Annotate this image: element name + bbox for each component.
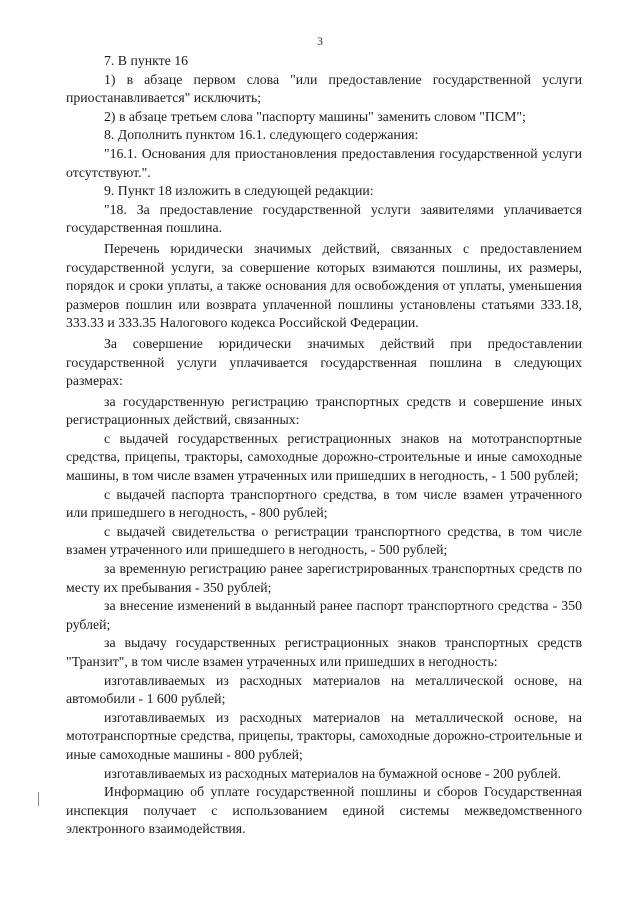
paragraph: изготавливаемых из расходных материалов на бумажной основе - 200 рублей. [104, 765, 562, 781]
paragraph: "18. За предоставление государственной услуги заявителями уплачивается государственная пошлина. [66, 201, 582, 236]
document-body [66, 52, 582, 839]
paragraph: с выдачей свидетельства о регистрации транспортного средства, в том числе взамен утраченного или пришедшего в негодность, - 500 рублей; [66, 523, 582, 558]
paragraph: 2) в абзаце третьем слова "паспорту машины" заменить словом "ПСМ"; [104, 108, 526, 124]
page-number: 3 [317, 34, 323, 48]
margin-scan-mark [38, 792, 39, 806]
paragraph: с выдачей паспорта транспортного средства, в том числе взамен утраченного или пришедшего в негодность, - 800 рублей; [66, 486, 582, 521]
paragraph: за временную регистрацию ранее зарегистрированных транспортных средств по месту их пребывания - 350 рублей; [66, 561, 582, 595]
paragraph: 8. Дополнить пунктом 16.1. следующего содержания: [104, 127, 419, 143]
paragraph: За совершение юридически значимых действий при предоставлении государственной услуги уплачивается государственная пошлина в следующих размерах: [66, 335, 582, 389]
paragraph: "16.1. Основания для приостановления предоставления государственной услуги отсутствуют.". [66, 145, 582, 180]
paragraph: изготавливаемых из расходных материалов на металлической основе, на мототранспортные средства, прицепы, тракторы, самоходные дорожно-строительные и иные самоходные машины - 800 рублей; [66, 709, 582, 762]
paragraph: Перечень юридически значимых действий, связанных с предоставлением государственной услуги, за совершение которых взимаются пошлины, их размеры, порядок и сроки уплаты, а также основания для освобождения от уплаты, уменьшения размеров пошлин или возврата уплаченной пошлины установлены статьями 333.18, 333.33 и 333.35 Налогового кодекса Российской Федерации. [66, 240, 582, 331]
paragraph: изготавливаемых из расходных материалов на металлической основе, на автомобили - 1 600 рублей; [66, 672, 582, 707]
paragraph: с выдачей государственных регистрационных знаков на мототранспортные средства, прицепы, тракторы, самоходные дорожно-строительные и иные самоходные машины, в том числе взамен утраченных или пришедших в негодность, - 1 500 рублей; [66, 430, 582, 484]
paragraph: за выдачу государственных регистрационных знаков транспортных средств "Транзит", в том числе взамен утраченных или пришедших в негодность: [66, 635, 582, 669]
paragraph: за внесение изменений в выданный ранее паспорт транспортного средства - 350 рублей; [66, 598, 582, 632]
paragraph: 7. В пункте 16 [104, 53, 189, 68]
paragraph: 1) в абзаце первом слова "или предоставление государственной услуги приостанавливается" исключить; [66, 71, 582, 106]
paragraph: за государственную регистрацию транспортных средств и совершение иных регистрационных действий, связанных: [66, 393, 582, 428]
paragraph: Информацию об уплате государственной пошлины и сборов Государственная инспекция получает с использованием единой системы межведомственного электронного взаимодействия. [66, 784, 582, 837]
paragraph: 9. Пункт 18 изложить в следующей редакции: [104, 183, 374, 199]
